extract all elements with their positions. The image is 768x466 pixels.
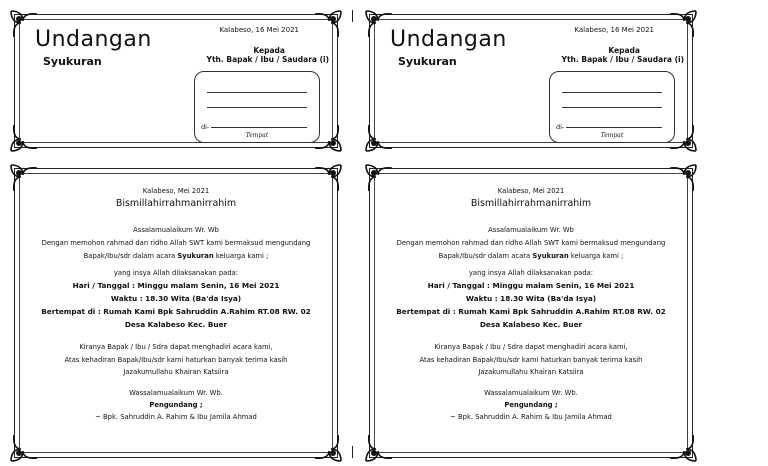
letter-intro-1: Dengan memohon rahmad dan ridho Allah SWT kami bermaksud mengundang [41, 239, 311, 247]
letter-card-left [14, 168, 338, 458]
ornament-corner-icon [668, 9, 698, 39]
envelope-kepada: Kepada [253, 46, 285, 55]
address-di-label: di- [556, 123, 565, 131]
letter-pengundang: Pengundang ; [504, 401, 558, 409]
address-line [562, 107, 662, 108]
letter-bismillah: Bismillahirrahmanirrahim [470, 198, 592, 209]
address-line [211, 127, 307, 128]
envelope-kepada: Kepada [608, 46, 640, 55]
letter-pengundang: Pengundang ; [149, 401, 203, 409]
letter-date: Kalabeso, Mei 2021 [497, 187, 565, 195]
envelope-subtitle: Syukuran [398, 55, 457, 68]
address-line [207, 92, 307, 93]
letter-intro-2b: Syukuran [532, 252, 569, 260]
letter-closing-3: Jazakumullahu Khairan Katsiira [478, 368, 584, 376]
letter-waktu: Waktu : 18.30 Wita (Ba'da Isya) [465, 294, 597, 303]
address-line [562, 92, 662, 93]
letter-salam-close: Wassalamualaikum Wr. Wb. [484, 389, 578, 397]
address-box [194, 71, 320, 143]
letter-hari: Hari / Tanggal : Minggu malam Senin, 16 Mei 2021 [72, 281, 280, 290]
address-di-label: di- [201, 123, 210, 131]
letter-intro-2c: keluarga kami ; [568, 252, 624, 260]
letter-tempat: Bertempat di : Rumah Kami Bpk Sahruddin A.Rahim RT.08 RW. 02 [396, 307, 666, 316]
letter-desa: Desa Kalabeso Kec. Buer [124, 320, 228, 329]
envelope-date: Kalabeso, 16 Mei 2021 [219, 26, 299, 34]
letter-bismillah: Bismillahirrahmanirrahim [115, 198, 237, 209]
letter-salam-open: Assalamualaikum Wr. Wb [133, 226, 219, 234]
letter-insya: yang insya Allah dilaksanakan pada: [113, 269, 239, 277]
letter-date: Kalabeso, Mei 2021 [142, 187, 210, 195]
envelope-card-right [369, 14, 693, 148]
envelope-subtitle: Syukuran [43, 55, 102, 68]
envelope-title: Undangan [35, 27, 152, 52]
envelope-date: Kalabeso, 16 Mei 2021 [574, 26, 654, 34]
letter-salam-open: Assalamualaikum Wr. Wb [488, 226, 574, 234]
letter-intro-2 [370, 252, 692, 260]
address-tempat-label: Tempat [600, 132, 624, 139]
letter-intro-2b: Syukuran [177, 252, 214, 260]
letter-intro-2 [15, 252, 337, 260]
envelope-title: Undangan [390, 27, 507, 52]
letter-closing-1: Kiranya Bapak / Ibu / Sdra dapat menghadiri acara kami, [434, 343, 628, 351]
envelope-card-left [14, 14, 338, 148]
envelope-recipient-line: Yth. Bapak / Ibu / Saudara (i) [206, 55, 329, 64]
letter-salam-close: Wassalamualaikum Wr. Wb. [129, 389, 223, 397]
envelope-recipient-line: Yth. Bapak / Ibu / Saudara (i) [561, 55, 684, 64]
address-line [207, 107, 307, 108]
letter-closing-1: Kiranya Bapak / Ibu / Sdra dapat menghadiri acara kami, [79, 343, 273, 351]
letter-closing-2: Atas kehadiran Bapak/Ibu/sdr kami haturkan banyak terima kasih [64, 356, 288, 364]
letter-tempat: Bertempat di : Rumah Kami Bpk Sahruddin A.Rahim RT.08 RW. 02 [41, 307, 311, 316]
fold-mark-top [352, 10, 353, 22]
letter-body [15, 169, 337, 457]
address-line [566, 127, 662, 128]
letter-names: ~ Bpk. Sahruddin A. Rahim & Ibu Jamila Ahmad [95, 413, 257, 421]
ornament-corner-icon [9, 123, 39, 153]
letter-intro-2a: Bapak/Ibu/sdr dalam acara [83, 252, 178, 260]
letter-intro-1: Dengan memohon rahmad dan ridho Allah SWT kami bermaksud mengundang [396, 239, 666, 247]
ornament-corner-icon [364, 123, 394, 153]
letter-names: ~ Bpk. Sahruddin A. Rahim & Ibu Jamila Ahmad [450, 413, 612, 421]
letter-closing-3: Jazakumullahu Khairan Katsiira [123, 368, 229, 376]
address-tempat-label: Tempat [245, 132, 269, 139]
letter-card-right [369, 168, 693, 458]
letter-waktu: Waktu : 18.30 Wita (Ba'da Isya) [110, 294, 242, 303]
fold-mark-bottom [352, 446, 353, 458]
letter-hari: Hari / Tanggal : Minggu malam Senin, 16 Mei 2021 [427, 281, 635, 290]
letter-intro-2a: Bapak/Ibu/sdr dalam acara [438, 252, 533, 260]
letter-insya: yang insya Allah dilaksanakan pada: [468, 269, 594, 277]
address-box [549, 71, 675, 143]
letter-closing-2: Atas kehadiran Bapak/Ibu/sdr kami haturkan banyak terima kasih [419, 356, 643, 364]
letter-desa: Desa Kalabeso Kec. Buer [479, 320, 583, 329]
ornament-corner-icon [313, 9, 343, 39]
letter-body [370, 169, 692, 457]
letter-intro-2c: keluarga kami ; [213, 252, 269, 260]
